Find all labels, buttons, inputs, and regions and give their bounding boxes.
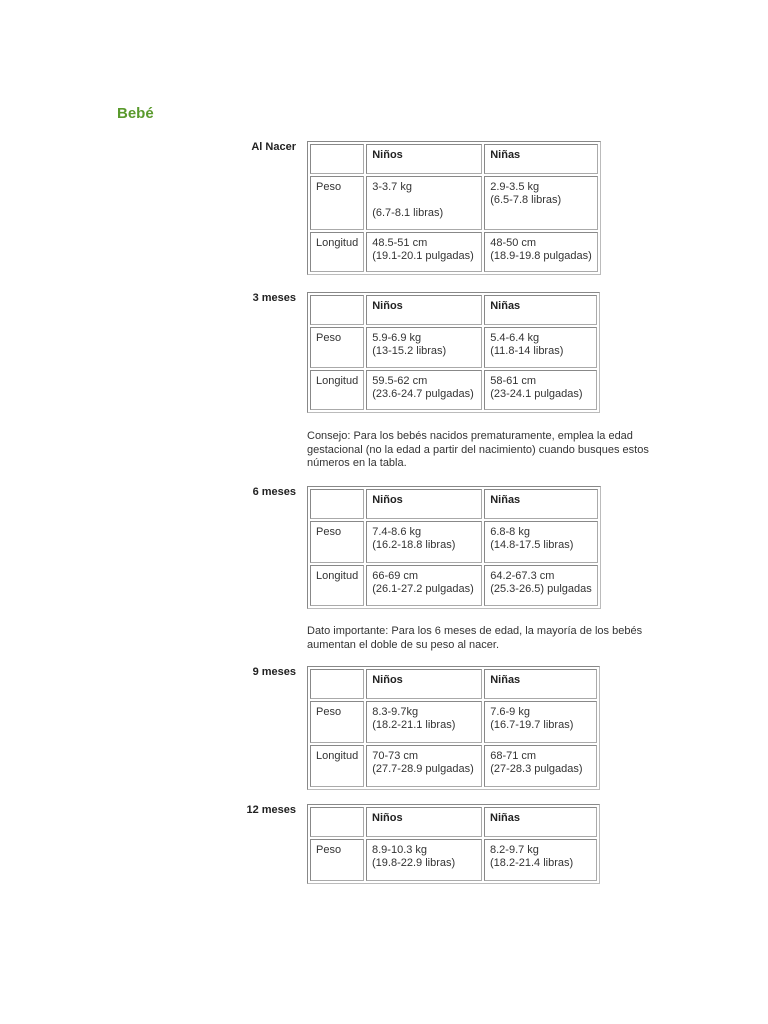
table-header-row — [310, 669, 597, 699]
cell-value: (27-28.3 pulgadas) — [490, 763, 583, 775]
section-label-12-meses: 12 meses — [246, 804, 296, 816]
growth-table-6-meses — [307, 486, 601, 609]
cell-value: 8.2-9.7 kg — [490, 844, 539, 856]
row-label: Peso — [310, 839, 364, 881]
cell-value: 2.9-3.5 kg — [490, 181, 540, 193]
page-title: Bebé — [117, 105, 154, 122]
cell-boys — [366, 176, 482, 230]
cell-girls — [484, 327, 597, 368]
cell-value: 66-69 cm — [372, 570, 419, 582]
cell-value: 8.9-10.3 kg — [372, 844, 428, 856]
cell-girls — [484, 839, 597, 881]
cell-girls — [484, 232, 598, 272]
row-label: Peso — [310, 521, 364, 563]
cell-value: (18.2-21.1 libras) — [372, 719, 456, 731]
table-row — [310, 176, 598, 230]
cell-value: (13-15.2 libras) — [372, 345, 447, 357]
cell-value: (16.7-19.7 libras) — [490, 719, 574, 731]
table-header-row — [310, 489, 598, 519]
cell-boys — [366, 745, 482, 787]
cell-value: (19.1-20.1 pulgadas) — [372, 250, 474, 262]
section-label-3-meses: 3 meses — [252, 292, 296, 304]
cell-value: (26.1-27.2 pulgadas) — [372, 583, 474, 595]
growth-table-al-nacer — [307, 141, 601, 275]
row-label: Peso — [310, 701, 364, 743]
cell-value: 5.9-6.9 kg — [372, 332, 422, 344]
section-label-6-meses: 6 meses — [252, 486, 296, 498]
table-header-row — [310, 807, 597, 837]
cell-value: 58-61 cm — [490, 375, 537, 387]
cell-value: (14.8-17.5 libras) — [490, 539, 574, 551]
cell-value: (16.2-18.8 libras) — [372, 539, 456, 551]
cell-value: 8.3-9.7kg — [372, 706, 419, 718]
cell-girls — [484, 565, 598, 606]
cell-value: 70-73 cm — [372, 750, 419, 762]
cell-value: 48-50 cm — [490, 237, 537, 249]
header-cell-girls: Niñas — [484, 807, 597, 837]
table-row — [310, 839, 597, 881]
cell-boys — [366, 370, 482, 410]
table-header-row — [310, 295, 597, 325]
cell-value: (19.8-22.9 libras) — [372, 857, 456, 869]
row-label: Longitud — [310, 370, 364, 410]
growth-table-3-meses — [307, 292, 600, 413]
cell-value: (18.2-21.4 libras) — [490, 857, 574, 869]
cell-value: 7.6-9 kg — [490, 706, 530, 718]
cell-value: 59.5-62 cm — [372, 375, 428, 387]
header-cell-boys: Niños — [366, 144, 482, 174]
cell-value: 64.2-67.3 cm — [490, 570, 555, 582]
note-consejo: Consejo: Para los bebés nacidos prematuramente, emplea la edad gestacional (no la edad a partir del nacimiento) cuando busques estos números en la tabla. — [307, 430, 649, 469]
cell-value: 68-71 cm — [490, 750, 537, 762]
table-row — [310, 370, 597, 410]
table-row — [310, 327, 597, 368]
cell-girls — [484, 370, 597, 410]
cell-value: 7.4-8.6 kg — [372, 526, 422, 538]
cell-girls — [484, 176, 598, 230]
row-label: Peso — [310, 176, 364, 230]
note-dato-importante: Dato importante: Para los 6 meses de edad, la mayoría de los bebés aumentan el doble de su peso al nacer. — [307, 625, 643, 651]
cell-girls — [484, 521, 598, 563]
row-label: Longitud — [310, 232, 364, 272]
cell-boys — [366, 701, 482, 743]
header-cell-girls: Niñas — [484, 144, 598, 174]
table-header-row — [310, 144, 598, 174]
header-cell-boys: Niños — [366, 807, 482, 837]
row-label: Longitud — [310, 745, 364, 787]
table-row — [310, 565, 598, 606]
cell-value: (25.3-26.5) pulgadas — [490, 583, 592, 595]
header-cell-empty — [310, 807, 364, 837]
header-cell-empty — [310, 144, 364, 174]
growth-table-12-meses — [307, 804, 600, 884]
cell-value: (27.7-28.9 pulgadas) — [372, 763, 474, 775]
table-row — [310, 745, 597, 787]
cell-boys — [366, 327, 482, 368]
header-cell-boys: Niños — [366, 295, 482, 325]
header-cell-boys: Niños — [366, 489, 482, 519]
header-cell-girls: Niñas — [484, 489, 598, 519]
row-label: Peso — [310, 327, 364, 368]
cell-value: (23-24.1 pulgadas) — [490, 388, 583, 400]
cell-value: 3-3.7 kg — [372, 181, 412, 193]
cell-girls — [484, 745, 597, 787]
cell-boys — [366, 839, 482, 881]
cell-value: 48.5-51 cm — [372, 237, 428, 249]
table-row — [310, 701, 597, 743]
row-label: Longitud — [310, 565, 364, 606]
table-row — [310, 232, 598, 272]
cell-boys — [366, 232, 482, 272]
table-row — [310, 521, 598, 563]
cell-boys — [366, 521, 482, 563]
growth-table-9-meses — [307, 666, 600, 790]
cell-boys — [366, 565, 482, 606]
section-label-al-nacer: Al Nacer — [251, 141, 296, 153]
cell-value: (6.5-7.8 libras) — [490, 194, 562, 206]
cell-spacer — [372, 194, 476, 207]
cell-girls — [484, 701, 597, 743]
header-cell-boys: Niños — [366, 669, 482, 699]
header-cell-empty — [310, 669, 364, 699]
cell-value: (23.6-24.7 pulgadas) — [372, 388, 474, 400]
header-cell-empty — [310, 295, 364, 325]
section-label-9-meses: 9 meses — [252, 666, 296, 678]
cell-value: 5.4-6.4 kg — [490, 332, 540, 344]
header-cell-girls: Niñas — [484, 295, 597, 325]
header-cell-empty — [310, 489, 364, 519]
cell-value: (6.7-8.1 libras) — [372, 207, 444, 219]
cell-value: (11.8-14 libras) — [490, 345, 564, 357]
cell-value: (18.9-19.8 pulgadas) — [490, 250, 592, 262]
cell-value: 6.8-8 kg — [490, 526, 530, 538]
header-cell-girls: Niñas — [484, 669, 597, 699]
